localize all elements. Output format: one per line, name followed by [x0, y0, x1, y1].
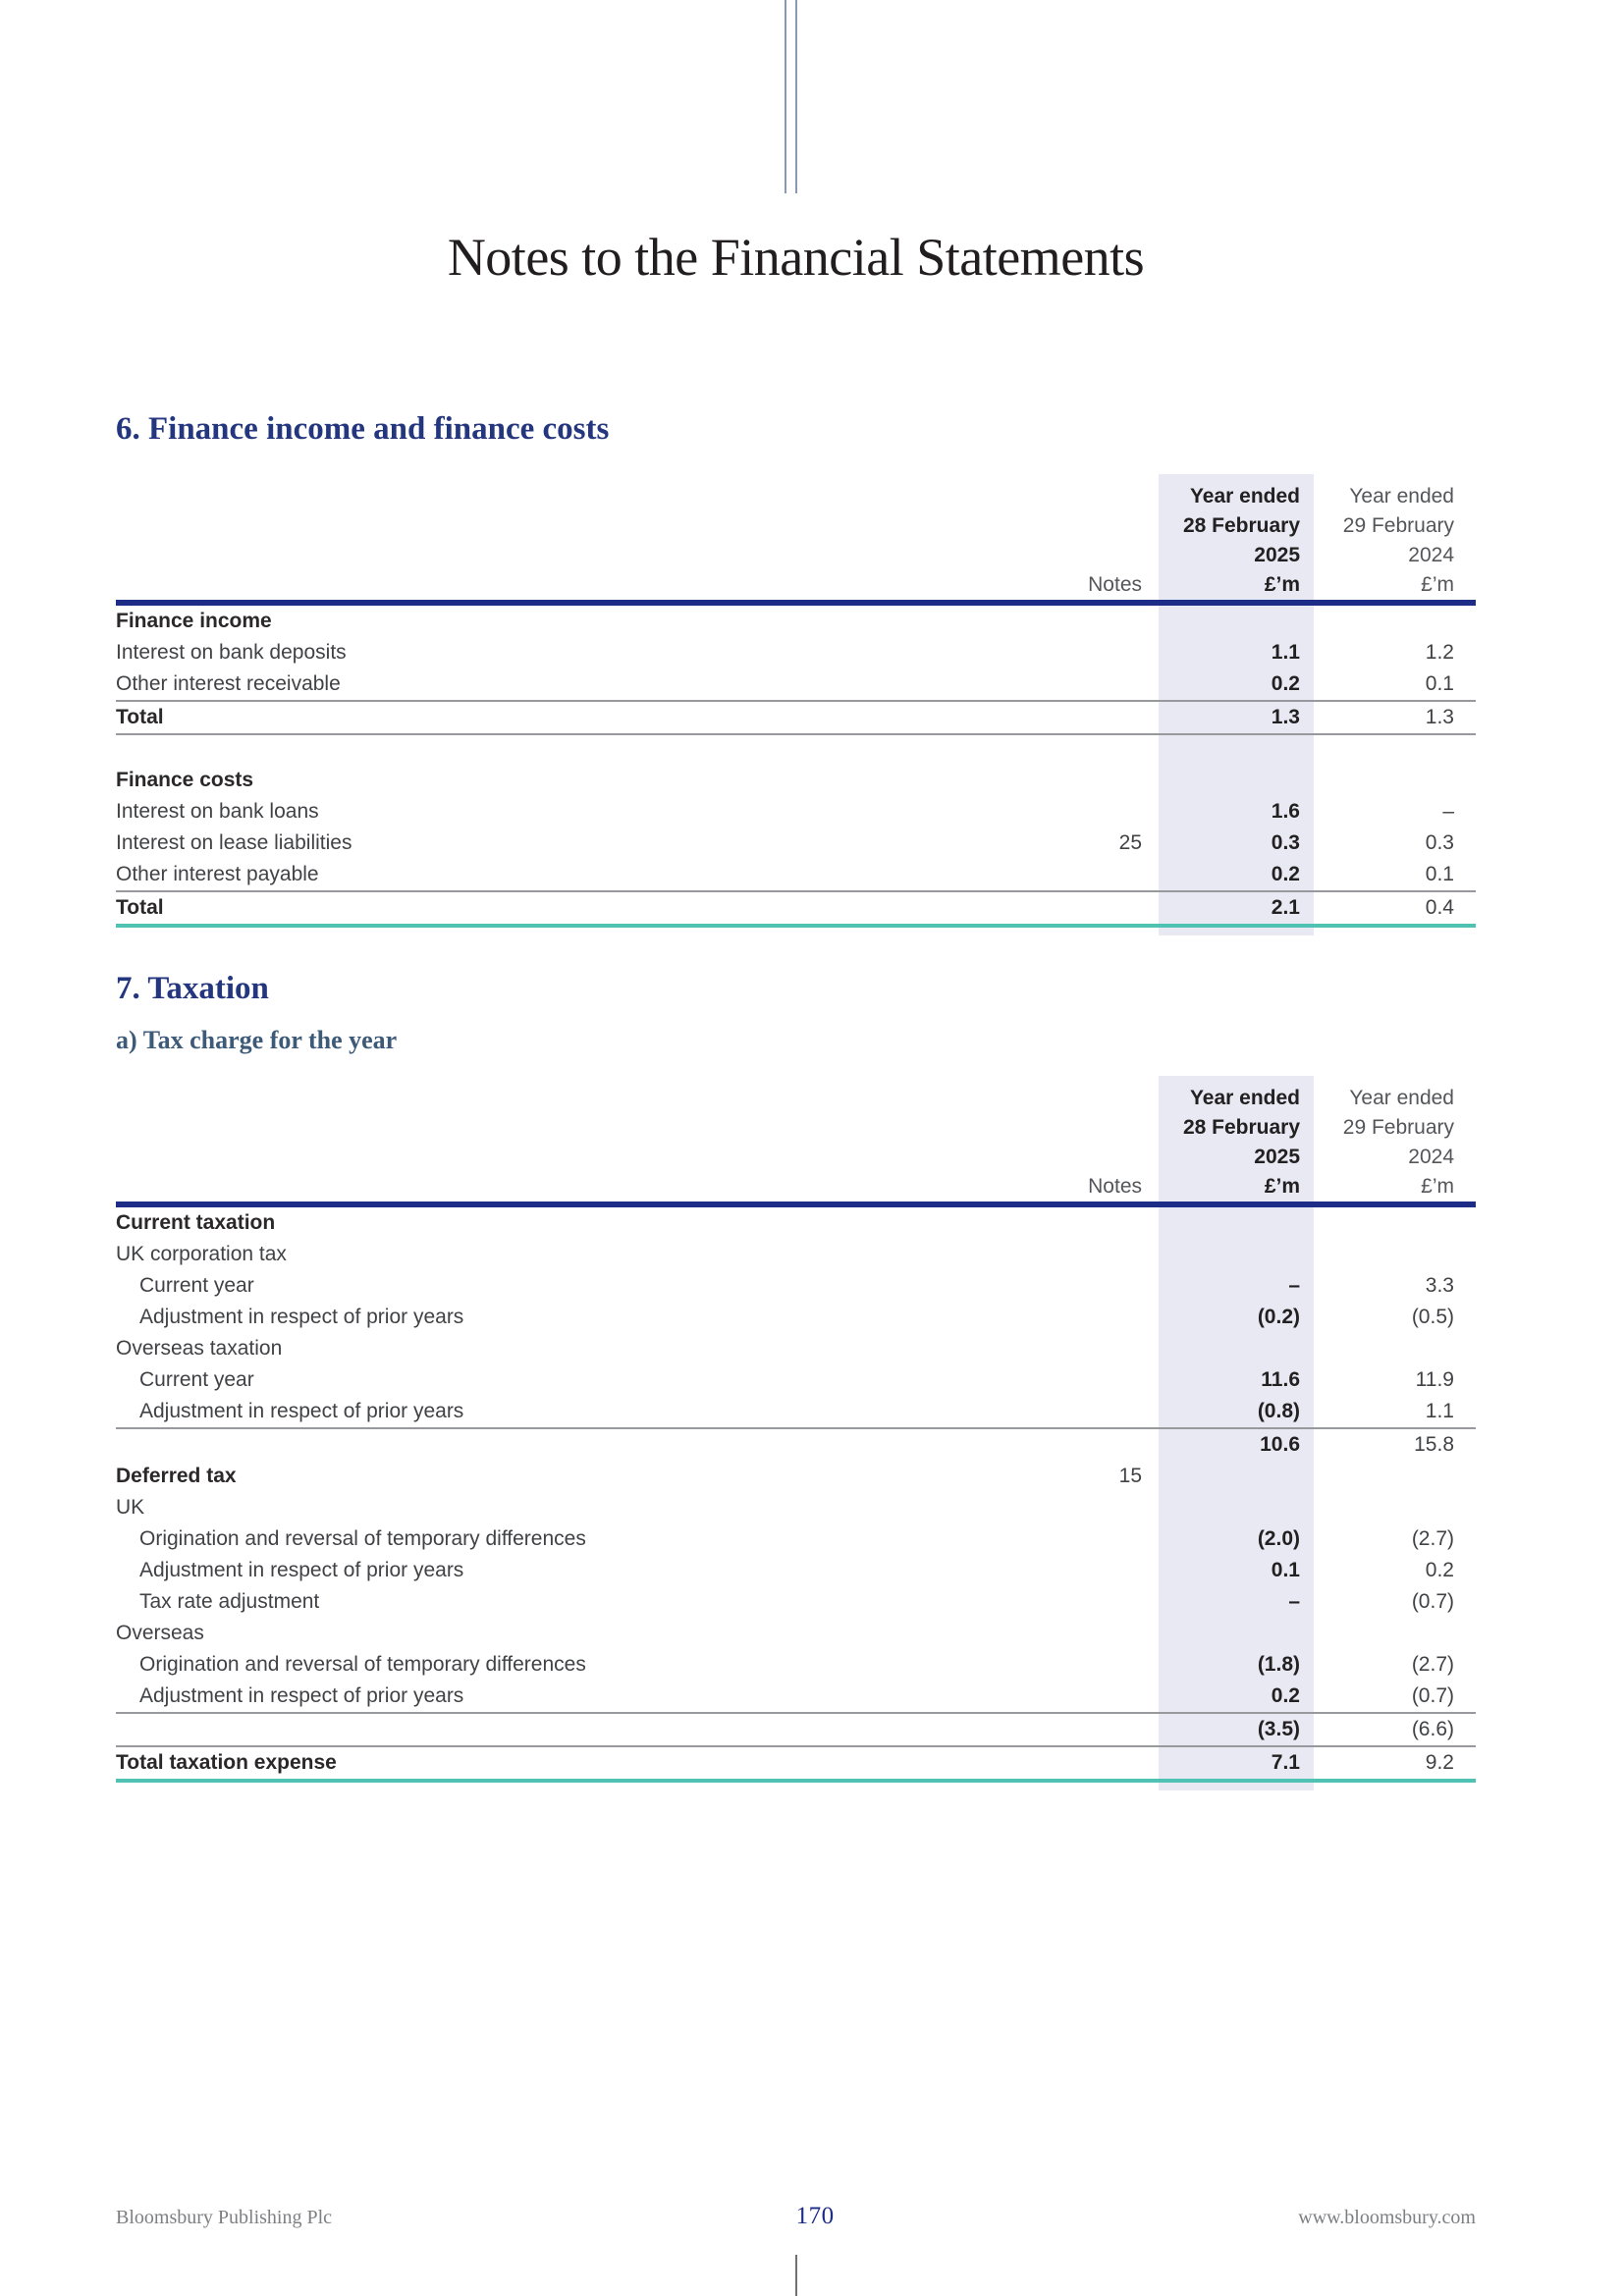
row-note-ref	[1060, 668, 1159, 700]
table-row	[116, 1429, 1476, 1461]
table-row	[116, 735, 1476, 765]
current-year-header-line: £’m	[1264, 1175, 1300, 1199]
row-note-ref	[1060, 606, 1159, 637]
page-footer	[116, 2203, 1476, 2230]
row-value-prior-year	[1314, 765, 1476, 796]
row-value-current-year	[1159, 1618, 1314, 1649]
prior-year-header-line: 2024	[1408, 543, 1454, 566]
table-row	[116, 702, 1476, 735]
row-value-prior-year	[1314, 1461, 1476, 1492]
row-value-prior-year: 0.3	[1425, 830, 1454, 854]
footer-company-name: Bloomsbury Publishing Plc	[116, 2207, 333, 2228]
row-value-current-year: 2.1	[1159, 892, 1314, 924]
row-value-prior-year: 0.1	[1425, 671, 1454, 695]
table-row	[116, 859, 1476, 892]
row-label: Overseas taxation	[116, 1337, 283, 1361]
row-label: Total	[116, 895, 164, 919]
table-row	[116, 892, 1476, 928]
table-header-row	[116, 474, 1476, 606]
highlight-column-overhang	[116, 928, 1476, 935]
table-header-spacer	[116, 474, 1060, 600]
table-row	[116, 828, 1476, 859]
page-content	[116, 0, 1476, 1790]
row-value-prior-year: 15.8	[1414, 1433, 1454, 1457]
row-label: Current year	[139, 1274, 254, 1298]
row-value-current-year: (1.8)	[1159, 1649, 1314, 1681]
row-value-prior-year: 3.3	[1425, 1274, 1454, 1298]
row-value-prior-year: 1.1	[1425, 1400, 1454, 1423]
row-note-ref	[1060, 1396, 1159, 1427]
current-year-header-line: 28 February	[1182, 1116, 1300, 1140]
table-header-row	[116, 1076, 1476, 1207]
row-note-ref	[1060, 702, 1159, 733]
row-value-current-year: 0.2	[1159, 668, 1314, 700]
row-value-prior-year: –	[1442, 799, 1454, 823]
notes-column-header	[1060, 474, 1159, 600]
row-note-ref	[1060, 1364, 1159, 1396]
row-value-current-year: (2.0)	[1159, 1523, 1314, 1555]
row-note-ref	[1060, 1207, 1159, 1239]
overhang-highlight	[1159, 1783, 1314, 1790]
row-label: Interest on bank deposits	[116, 640, 347, 664]
row-note-ref	[1060, 1239, 1159, 1270]
row-note-ref	[1060, 1586, 1159, 1618]
row-label: Origination and reversal of temporary differences	[139, 1527, 586, 1551]
row-note-ref	[1060, 1747, 1159, 1779]
row-value-prior-year	[1314, 606, 1476, 637]
current-year-header-line: 2025	[1254, 1146, 1300, 1169]
current-year-column-header	[1159, 474, 1314, 600]
table-row	[116, 1714, 1476, 1747]
row-value-current-year: –	[1159, 1586, 1314, 1618]
row-label: Current taxation	[116, 1211, 276, 1235]
section-heading: 7. Taxation	[116, 970, 269, 1006]
row-label	[116, 1429, 1060, 1461]
row-value-current-year: 0.1	[1159, 1555, 1314, 1586]
row-value-prior-year: 11.9	[1415, 1368, 1454, 1392]
row-value-current-year: 1.6	[1159, 796, 1314, 828]
table-row	[116, 1555, 1476, 1586]
footer-website: www.bloomsbury.com	[1298, 2207, 1476, 2228]
row-value-prior-year	[1314, 1618, 1476, 1649]
prior-year-header-line: £’m	[1421, 1175, 1454, 1199]
row-value-current-year: 11.6	[1159, 1364, 1314, 1396]
row-value-current-year	[1159, 1207, 1314, 1239]
row-label: Other interest payable	[116, 862, 319, 885]
row-label: Finance income	[116, 609, 272, 632]
row-value-current-year	[1159, 1492, 1314, 1523]
row-value-current-year: 1.3	[1159, 702, 1314, 733]
section-subheading: a) Tax charge for the year	[116, 1025, 398, 1054]
prior-year-header-line: £’m	[1421, 572, 1454, 596]
table-row	[116, 1618, 1476, 1649]
row-note-ref	[1060, 796, 1159, 828]
table-row	[116, 1747, 1476, 1783]
row-label: Current year	[139, 1368, 254, 1392]
row-value-current-year: 0.3	[1159, 828, 1314, 859]
row-value-prior-year	[1314, 1207, 1476, 1239]
row-note-ref	[1060, 1618, 1159, 1649]
prior-year-column-header	[1314, 474, 1476, 600]
sections	[116, 411, 1476, 1791]
row-note-ref	[1060, 1270, 1159, 1302]
row-value-prior-year	[1314, 735, 1476, 765]
row-note-ref	[1060, 735, 1159, 765]
row-value-prior-year: 0.1	[1425, 862, 1454, 885]
row-label: Adjustment in respect of prior years	[139, 1306, 464, 1329]
notes-header-label: Notes	[1088, 1175, 1142, 1199]
financial-table	[116, 1076, 1476, 1790]
row-label: Adjustment in respect of prior years	[139, 1684, 464, 1708]
row-value-prior-year: (6.6)	[1411, 1718, 1454, 1741]
row-value-prior-year: 1.3	[1425, 705, 1454, 728]
table-row	[116, 765, 1476, 796]
row-label: Deferred tax	[116, 1465, 237, 1488]
financial-table	[116, 474, 1476, 935]
table-row	[116, 637, 1476, 668]
row-note-ref	[1060, 1333, 1159, 1364]
prior-year-column-header	[1314, 1076, 1476, 1201]
row-value-prior-year: (2.7)	[1411, 1653, 1454, 1677]
overhang-spacer	[1060, 1783, 1159, 1790]
row-note-ref: 15	[1118, 1465, 1142, 1488]
row-label: Interest on bank loans	[116, 799, 319, 823]
row-value-current-year	[1159, 1239, 1314, 1270]
table-row	[116, 1270, 1476, 1302]
row-value-current-year	[1159, 1333, 1314, 1364]
row-value-current-year: (3.5)	[1159, 1714, 1314, 1745]
row-value-current-year	[1159, 765, 1314, 796]
overhang-spacer	[116, 928, 1060, 935]
table-row	[116, 1681, 1476, 1714]
overhang-spacer	[116, 1783, 1060, 1790]
row-note-ref	[1060, 1492, 1159, 1523]
table-row	[116, 1649, 1476, 1681]
table-row	[116, 1586, 1476, 1618]
current-year-header-line: Year ended	[1189, 1087, 1300, 1110]
table-row	[116, 1333, 1476, 1364]
row-value-prior-year: (0.7)	[1411, 1684, 1454, 1708]
row-label: Adjustment in respect of prior years	[139, 1400, 464, 1423]
row-note-ref	[1060, 1555, 1159, 1586]
row-value-current-year: (0.8)	[1159, 1396, 1314, 1427]
table-row	[116, 1396, 1476, 1429]
row-value-current-year: –	[1159, 1270, 1314, 1302]
row-label: UK corporation tax	[116, 1243, 287, 1266]
row-note-ref	[1060, 637, 1159, 668]
row-value-prior-year: (0.7)	[1411, 1590, 1454, 1614]
prior-year-header-line: 29 February	[1342, 513, 1454, 537]
row-value-current-year	[1159, 735, 1314, 765]
overhang-spacer	[1314, 928, 1476, 935]
row-value-current-year: 7.1	[1159, 1747, 1314, 1779]
current-year-column-header	[1159, 1076, 1314, 1201]
table-row	[116, 1523, 1476, 1555]
row-label	[116, 1714, 1060, 1745]
overhang-spacer	[1060, 928, 1159, 935]
row-note-ref	[1060, 1302, 1159, 1333]
row-note-ref	[1060, 765, 1159, 796]
table-header-spacer	[116, 1076, 1060, 1201]
row-label: UK	[116, 1496, 145, 1520]
row-label: Overseas	[116, 1622, 204, 1645]
overhang-highlight	[1159, 928, 1314, 935]
table-row	[116, 1492, 1476, 1523]
row-note-ref	[1060, 892, 1159, 924]
table-row	[116, 1364, 1476, 1396]
row-value-current-year: 0.2	[1159, 1681, 1314, 1712]
row-label: Origination and reversal of temporary differences	[139, 1653, 586, 1677]
row-value-prior-year: 9.2	[1425, 1751, 1454, 1775]
row-label: Adjustment in respect of prior years	[139, 1559, 464, 1582]
row-note-ref	[1060, 1681, 1159, 1712]
row-note-ref	[1060, 1649, 1159, 1681]
current-year-header-line: 2025	[1254, 543, 1300, 566]
notes-header-label: Notes	[1088, 572, 1142, 596]
row-value-prior-year	[1314, 1492, 1476, 1523]
current-year-header-line: £’m	[1264, 572, 1300, 596]
section-heading: 6. Finance income and finance costs	[116, 410, 610, 447]
row-value-prior-year	[1314, 1239, 1476, 1270]
footer-page-number: 170	[795, 2203, 835, 2229]
row-value-prior-year	[1314, 1333, 1476, 1364]
table-row	[116, 1461, 1476, 1492]
row-label	[116, 735, 1060, 765]
row-note-ref	[1060, 1523, 1159, 1555]
row-value-current-year: 10.6	[1159, 1429, 1314, 1461]
row-label: Other interest receivable	[116, 671, 341, 695]
row-label: Total taxation expense	[116, 1751, 337, 1775]
row-value-current-year: 0.2	[1159, 859, 1314, 890]
highlight-column-overhang	[116, 1783, 1476, 1790]
table-row	[116, 606, 1476, 637]
table-row	[116, 1239, 1476, 1270]
row-label: Interest on lease liabilities	[116, 830, 352, 854]
row-note-ref	[1060, 1714, 1159, 1745]
row-value-current-year: 1.1	[1159, 637, 1314, 668]
prior-year-header-line: 29 February	[1342, 1116, 1454, 1140]
row-value-current-year	[1159, 1461, 1314, 1492]
row-label: Tax rate adjustment	[139, 1590, 320, 1614]
prior-year-header-line: 2024	[1408, 1146, 1454, 1169]
table-row	[116, 796, 1476, 828]
notes-column-header	[1060, 1076, 1159, 1201]
row-note-ref	[1060, 859, 1159, 890]
row-label: Total	[116, 705, 164, 728]
prior-year-header-line: Year ended	[1349, 1087, 1454, 1110]
row-value-prior-year: 0.4	[1425, 895, 1454, 919]
row-note-ref: 25	[1118, 830, 1142, 854]
table-row	[116, 1207, 1476, 1239]
row-label: Finance costs	[116, 768, 254, 791]
table-row	[116, 668, 1476, 702]
table-row	[116, 1302, 1476, 1333]
page-title: Notes to the Financial Statements	[447, 228, 1145, 287]
row-value-prior-year: (2.7)	[1411, 1527, 1454, 1551]
row-note-ref	[1060, 1429, 1159, 1461]
current-year-header-line: Year ended	[1189, 484, 1300, 507]
row-value-prior-year: 1.2	[1425, 640, 1454, 664]
overhang-spacer	[1314, 1783, 1476, 1790]
row-value-current-year	[1159, 606, 1314, 637]
row-value-current-year: (0.2)	[1159, 1302, 1314, 1333]
current-year-header-line: 28 February	[1182, 513, 1300, 537]
bottom-rule	[795, 2255, 797, 2296]
row-value-prior-year: 0.2	[1425, 1559, 1454, 1582]
prior-year-header-line: Year ended	[1349, 484, 1454, 507]
row-value-prior-year: (0.5)	[1411, 1306, 1454, 1329]
